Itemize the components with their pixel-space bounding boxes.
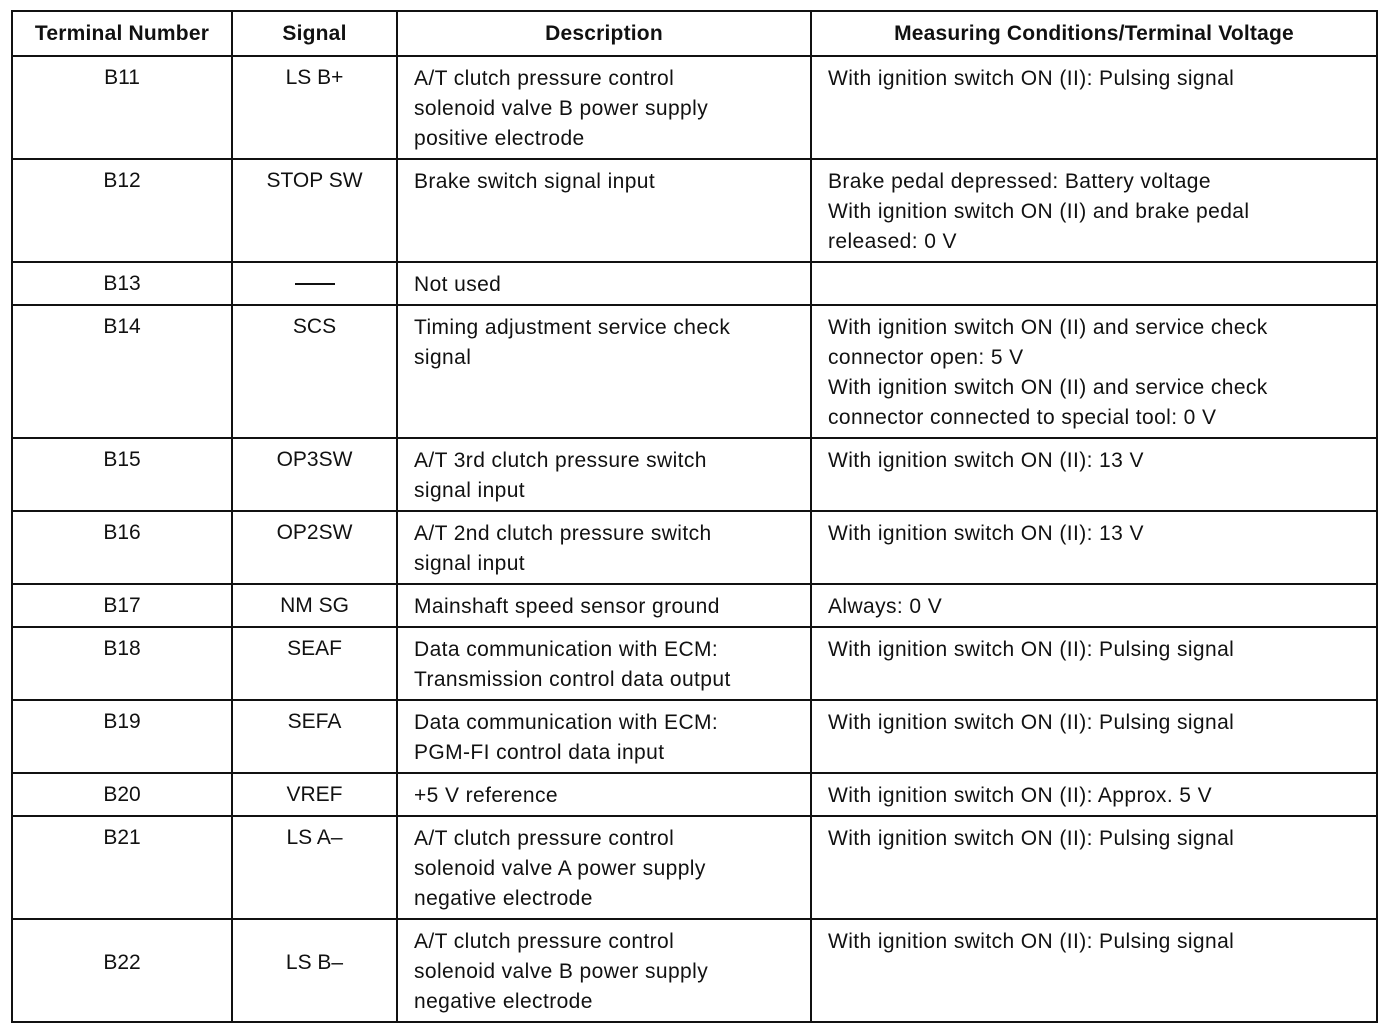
table-row bbox=[12, 305, 1377, 438]
header-signal: Signal bbox=[232, 11, 397, 56]
terminal-table bbox=[11, 10, 1378, 1023]
description-cell: A/T 2nd clutch pressure switch signal input bbox=[397, 511, 811, 584]
measuring-cell: Brake pedal depressed: Battery voltage With ignition switch ON (II) and brake pedal released: 0 V bbox=[811, 159, 1377, 262]
terminal-cell: B14 bbox=[12, 305, 232, 438]
signal-cell: VREF bbox=[232, 773, 397, 816]
terminal-cell: B15 bbox=[12, 438, 232, 511]
header-row bbox=[12, 11, 1377, 56]
signal-cell: LS B+ bbox=[232, 56, 397, 159]
table-row bbox=[12, 919, 1377, 1022]
signal-cell: LS A– bbox=[232, 816, 397, 919]
table-row bbox=[12, 511, 1377, 584]
description-cell: +5 V reference bbox=[397, 773, 811, 816]
terminal-cell: B21 bbox=[12, 816, 232, 919]
terminal-cell: B17 bbox=[12, 584, 232, 627]
description-cell: A/T clutch pressure control solenoid valve B power supply negative electrode bbox=[397, 919, 811, 1022]
description-cell: Mainshaft speed sensor ground bbox=[397, 584, 811, 627]
terminal-cell: B13 bbox=[12, 262, 232, 305]
measuring-cell: With ignition switch ON (II) and service check connector open: 5 V With ignition switch ON (II) and service check connector connected to special tool: 0 V bbox=[811, 305, 1377, 438]
table-row bbox=[12, 438, 1377, 511]
signal-cell: OP3SW bbox=[232, 438, 397, 511]
header-measuring-conditions: Measuring Conditions/Terminal Voltage bbox=[811, 11, 1377, 56]
table-body bbox=[12, 56, 1377, 1022]
signal-cell: SCS bbox=[232, 305, 397, 438]
measuring-cell: With ignition switch ON (II): Pulsing signal bbox=[811, 627, 1377, 700]
terminal-cell: B20 bbox=[12, 773, 232, 816]
signal-cell: LS B– bbox=[232, 919, 397, 1022]
signal-cell: NM SG bbox=[232, 584, 397, 627]
terminal-cell: B16 bbox=[12, 511, 232, 584]
measuring-cell: With ignition switch ON (II): Pulsing signal bbox=[811, 56, 1377, 159]
header-description: Description bbox=[397, 11, 811, 56]
table-row bbox=[12, 56, 1377, 159]
terminal-cell: B22 bbox=[12, 919, 232, 1022]
measuring-cell bbox=[811, 262, 1377, 305]
signal-cell: SEFA bbox=[232, 700, 397, 773]
measuring-cell: With ignition switch ON (II): 13 V bbox=[811, 438, 1377, 511]
table-row bbox=[12, 159, 1377, 262]
description-cell: Brake switch signal input bbox=[397, 159, 811, 262]
table-row bbox=[12, 627, 1377, 700]
terminal-cell: B18 bbox=[12, 627, 232, 700]
description-cell: Timing adjustment service check signal bbox=[397, 305, 811, 438]
not-used-dash bbox=[295, 283, 335, 285]
table-row bbox=[12, 773, 1377, 816]
signal-cell: OP2SW bbox=[232, 511, 397, 584]
description-cell: A/T clutch pressure control solenoid valve A power supply negative electrode bbox=[397, 816, 811, 919]
table-row bbox=[12, 700, 1377, 773]
measuring-cell: With ignition switch ON (II): Pulsing signal bbox=[811, 919, 1377, 1022]
table-row bbox=[12, 262, 1377, 305]
measuring-cell: With ignition switch ON (II): Pulsing signal bbox=[811, 816, 1377, 919]
signal-cell bbox=[232, 262, 397, 305]
table-row bbox=[12, 816, 1377, 919]
terminal-cell: B12 bbox=[12, 159, 232, 262]
measuring-cell: Always: 0 V bbox=[811, 584, 1377, 627]
description-cell: Data communication with ECM: PGM-FI control data input bbox=[397, 700, 811, 773]
description-cell: Data communication with ECM: Transmission control data output bbox=[397, 627, 811, 700]
table-row bbox=[12, 584, 1377, 627]
table-header bbox=[12, 11, 1377, 56]
measuring-cell: With ignition switch ON (II): Pulsing signal bbox=[811, 700, 1377, 773]
terminal-cell: B19 bbox=[12, 700, 232, 773]
signal-cell: SEAF bbox=[232, 627, 397, 700]
measuring-cell: With ignition switch ON (II): 13 V bbox=[811, 511, 1377, 584]
measuring-cell: With ignition switch ON (II): Approx. 5 V bbox=[811, 773, 1377, 816]
header-terminal-number: Terminal Number bbox=[12, 11, 232, 56]
description-cell: A/T 3rd clutch pressure switch signal input bbox=[397, 438, 811, 511]
description-cell: Not used bbox=[397, 262, 811, 305]
description-cell: A/T clutch pressure control solenoid valve B power supply positive electrode bbox=[397, 56, 811, 159]
terminal-cell: B11 bbox=[12, 56, 232, 159]
signal-cell: STOP SW bbox=[232, 159, 397, 262]
